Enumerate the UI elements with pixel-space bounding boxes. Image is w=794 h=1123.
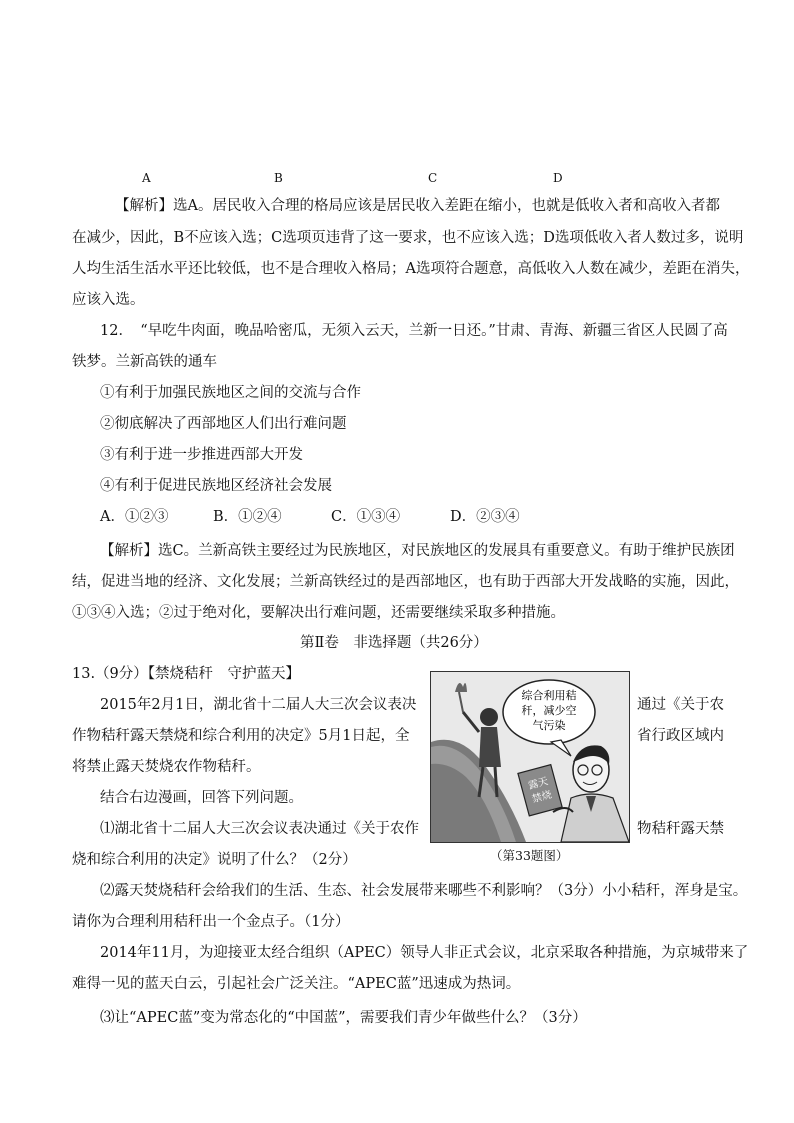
cartoon-figure: [430, 671, 630, 843]
q13-para2-right: 省行政区域内: [637, 728, 724, 744]
q11-analysis-line1: 【解析】选A。居民收入合理的格局应该是居民收入差距在缩小，也就是低收入者和高收入者都: [115, 198, 720, 214]
q12-item2: ②彻底解决了西部地区人们出行难问题: [100, 416, 347, 432]
q12-analysis-line2: 结，促进当地的经济、文化发展；兰新高铁经过的是西部地区，也有助于西部大开发战略的实施，因此，: [72, 574, 739, 590]
section-title: 第Ⅱ卷 非选择题（共26分）: [300, 635, 488, 651]
q13-subq2-line1: ⑵露天焚烧秸秆会给我们的生活、生态、社会发展带来哪些不利影响？（3分）小小秸秆，浑身是宝。: [100, 883, 748, 899]
cartoon-drawing: [431, 672, 629, 842]
q11-analysis-line2: 在减少，因此，B不应该入选；C选项页违背了这一要求，也不应该入选；D选项低收入者人数过多，说明: [72, 230, 744, 246]
q13-apec-line2: 难得一见的蓝天白云，引起社会广泛关注。“APEC蓝”迅速成为热词。: [72, 976, 521, 992]
q12-item1: ①有利于加强民族地区之间的交流与合作: [100, 385, 361, 401]
option-d-label: D: [553, 171, 563, 185]
q13-subq1-left: ⑴湖北省十二届人大三次会议表决通过《关于农作: [100, 821, 419, 837]
q12-choice-a: A．①②③: [100, 509, 169, 525]
option-a-label: A: [142, 171, 151, 185]
q12-analysis-line1: 【解析】选C。兰新高铁主要经过为民族地区，对民族地区的发展具有重要意义。有助于维护民族团: [100, 543, 735, 559]
q12-item4: ④有利于促进民族地区经济社会发展: [100, 478, 332, 494]
q13-para1-right: 通过《关于农: [637, 697, 724, 713]
q12-choice-c: C．①③④: [331, 509, 401, 525]
bubble-text-1: 综合利用秸: [521, 689, 577, 702]
q12-stem-line2: 铁梦。兰新高铁的通车: [72, 354, 217, 370]
q13-para4: 结合右边漫画，回答下列问题。: [100, 790, 303, 806]
q11-analysis-line4: 应该入选。: [72, 292, 145, 308]
book-text-1: 露天: [527, 776, 550, 792]
q13-subq1-cont: 烧和综合利用的决定》说明了什么？（2分）: [72, 852, 357, 868]
cartoon-caption: （第33题图）: [490, 848, 569, 863]
q13-para1-left: 2015年2月1日，湖北省十二届人大三次会议表决: [100, 697, 417, 713]
q12-stem-line1: 12． “早吃牛肉面，晚品哈密瓜，无须入云天，兰新一日还。”甘肃、青海、新疆三省区人民圆了高: [100, 323, 728, 339]
option-c-label: C: [428, 171, 438, 185]
q11-analysis-line3: 人均生活生活水平还比较低，也不是合理收入格局；A选项符合题意，高低收入人数在减少，差距在消失，: [72, 261, 750, 277]
q12-analysis-line3: ①③④入选；②过于绝对化，要解决出行难问题，还需要继续采取多种措施。: [72, 605, 565, 621]
q12-choice-b: B．①②④: [213, 509, 282, 525]
q13-apec-line1: 2014年11月，为迎接亚太经合组织（APEC）领导人非正式会议，北京采取各种措施，为京城带来了: [100, 945, 749, 961]
q12-choice-d: D．②③④: [450, 509, 520, 525]
q12-item3: ③有利于进一步推进西部大开发: [100, 447, 303, 463]
q13-para3: 将禁止露天焚烧农作物秸秆。: [72, 759, 261, 775]
q13-subq2-line2: 请你为合理利用秸秆出一个金点子。（1分）: [72, 914, 350, 930]
q13-header: 13.（9分）【禁烧秸秆 守护蓝天】: [72, 666, 301, 682]
q13-para2-left: 作物秸秆露天禁烧和综合利用的决定》5月1日起，全: [72, 728, 410, 744]
option-b-label: B: [274, 171, 283, 185]
q13-subq3: ⑶让“APEC蓝”变为常态化的“中国蓝”，需要我们青少年做些什么？（3分）: [100, 1010, 587, 1026]
bubble-text-2: 秆，减少空: [521, 704, 577, 717]
book-text-2: 禁烧: [530, 789, 554, 806]
q13-subq1-right: 物秸秆露天禁: [637, 821, 724, 837]
bubble-text-3: 气污染: [532, 719, 566, 732]
